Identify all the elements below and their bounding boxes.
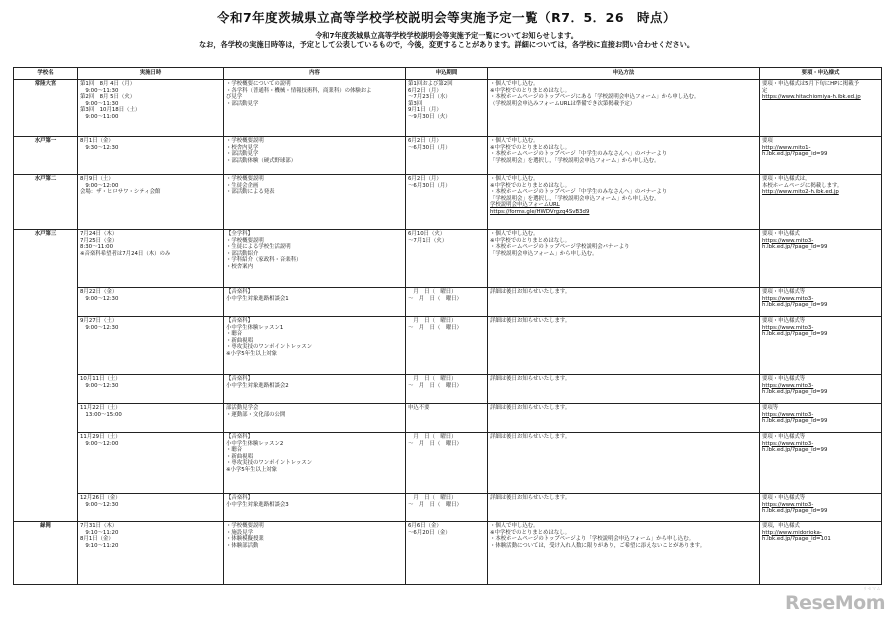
cell-line: ・学校概要についての説明 (226, 81, 291, 87)
cell-line: ・個人で申し込む。 (490, 231, 539, 237)
cell-line: ※小学5年生以上対象 (226, 466, 278, 473)
resemom-watermark (785, 586, 885, 614)
cell-line: 小中学生対象進路相談会1 (226, 295, 289, 302)
cell-line: ※中学校でのとりまとめはなし。 (490, 144, 570, 151)
cell-line[interactable]: https://www.mito3- (762, 440, 814, 447)
intro-line-2: なお，各学校の実施日時等は，予定として公表しているもので，今後，変更することがあります。詳細については，各学校に直接お問い合わせください。 (198, 40, 695, 49)
cell-line[interactable]: https://www.hitachiomiya-h.ibk.ed.jp (762, 94, 861, 101)
cell-line: h.ibk.ed.jp/?page_id=99 (762, 447, 828, 454)
cell-line: ※中学校でのとりまとめはなし。 (490, 182, 570, 189)
cell-line: 小中学生体験レッスン1 (226, 324, 284, 331)
cell-line[interactable]: https://www.mito3- (762, 237, 814, 244)
cell-line: 【音楽科】 (226, 434, 253, 440)
cell-line: ・新曲視唱 (226, 453, 253, 460)
cell-form (760, 404, 882, 433)
cell-method (488, 375, 760, 404)
cell-period (406, 230, 488, 288)
cell-line: び見学 (226, 94, 243, 101)
cell-line: 【音楽科】 (226, 289, 253, 295)
table-row (14, 404, 882, 433)
cell-content (224, 494, 406, 522)
cell-line: ※中学校でのとりまとめはなし。 (490, 237, 570, 244)
cell-line: ・部活動による発表 (226, 189, 275, 196)
cell-line[interactable]: https://www.mito3- (762, 324, 814, 331)
cell-line: h.ibk.ed.jp/?page_id=101 (762, 536, 831, 543)
cell-line: 第3回 10月18日（土） (80, 107, 141, 114)
cell-content (224, 230, 406, 288)
cell-line: ・部活動見学 (226, 100, 259, 107)
cell-line: ・校舎案内 (226, 263, 253, 270)
cell-line[interactable]: http://www.midorioka- (762, 529, 822, 536)
cell-line: 9:00～12:30 (80, 324, 119, 331)
cell-line: 12月26日（金） (80, 495, 121, 501)
cell-line: ・学校概要説明 (226, 523, 264, 529)
cell-line: 9:10～11:20 (80, 529, 119, 536)
cell-line: 要項，申込様式 (762, 523, 800, 529)
cell-line: ※小学5年生以上対象 (226, 350, 278, 357)
cell-line: ・各学科（普通科・機械・情報技術科，商業科）の体験およ (226, 87, 372, 94)
cell-line[interactable]: https://www.mito3- (762, 501, 814, 508)
cell-line: 詳細は後日お知らせいたします。 (490, 434, 571, 440)
cell-form (760, 175, 882, 230)
cell-line: 申込不要 (408, 405, 430, 411)
cell-line: 「学校説明会申込フォーム」から申し込む。 (490, 250, 598, 257)
cell-line: 9:10～11:20 (80, 542, 119, 549)
cell-line[interactable]: http://www.mito2-h.ibk.ed.jp (762, 189, 839, 196)
table-row (14, 288, 882, 317)
cell-content (224, 433, 406, 494)
cell-period (406, 80, 488, 137)
cell-line: ～ 月 日（ 曜日） (408, 501, 462, 508)
cell-form (760, 494, 882, 522)
cell-period (406, 522, 488, 585)
header-datetime: 実施日時 (78, 68, 224, 80)
cell-line: 9:00～12:30 (80, 501, 119, 508)
cell-line: 第3回 (408, 100, 423, 107)
cell-line: 月 日（ 曜日） (408, 495, 457, 501)
cell-line: 学校説明会申込フォームURL (490, 202, 560, 209)
cell-datetime (78, 404, 224, 433)
cell-line: 【音楽科】 (226, 495, 253, 501)
cell-method (488, 433, 760, 494)
cell-line: 9:00～11:30 (80, 87, 119, 94)
cell-line: 要項・申込様式 (762, 231, 800, 237)
cell-line[interactable]: https://forms.gle/HWDVrgzq4SvB3d9 (490, 208, 590, 215)
cell-line: 「学校説明会」を選択し，「学校説明会申込フォーム」から申し込む。 (490, 195, 660, 202)
cell-form (760, 288, 882, 317)
cell-line: 小中学生対象進路相談会2 (226, 382, 289, 389)
page-title: 令和7年度茨城県立高等学校学校説明会等実施予定一覧（R7．5．26 時点） (216, 10, 677, 25)
cell-line: h.ibk.ed.jp/?page_id=99 (762, 418, 828, 425)
cell-method (488, 522, 760, 585)
cell-line: 9:00～11:00 (80, 113, 119, 120)
cell-period (406, 288, 488, 317)
schedule-table (13, 67, 882, 585)
cell-line: ～9月30日（火） (408, 113, 451, 120)
school-name: 水戸第一 (14, 137, 78, 175)
intro-line-1: 令和7年度茨城県立高等学校学校説明会等実施予定一覧についてお知らせします。 (315, 31, 578, 40)
cell-content (224, 317, 406, 375)
cell-method (488, 80, 760, 137)
cell-line: 8:30～11:00 (80, 244, 114, 251)
cell-line: ・学校概要説明 (226, 237, 264, 244)
cell-form (760, 317, 882, 375)
cell-datetime (78, 317, 224, 375)
cell-line: ～ 月 日（ 曜日） (408, 295, 462, 302)
cell-method (488, 317, 760, 375)
cell-method (488, 404, 760, 433)
cell-datetime (78, 230, 224, 288)
cell-line: ※中学校でのとりまとめはなし。 (490, 529, 570, 536)
cell-line: ・個人で申し込む。 (490, 176, 539, 182)
cell-line: 9月1日（月） (408, 107, 442, 114)
cell-line: 詳細は後日お知らせいたします。 (490, 495, 571, 501)
header-period: 申込期間 (406, 68, 488, 80)
cell-line: ・個人で申し込む。 (490, 81, 539, 87)
school-name: 水戸第二 (14, 175, 78, 230)
cell-line: 詳細は後日お知らせいたします。 (490, 318, 571, 324)
header-school: 学校名 (14, 68, 78, 80)
cell-content (224, 80, 406, 137)
cell-period (406, 137, 488, 175)
cell-line: h.ibk.ed.jp/?page_id=99 (762, 331, 828, 338)
cell-line: ～ 月 日（ 曜日） (408, 382, 462, 389)
cell-line: ～ 月 日（ 曜日） (408, 324, 462, 331)
cell-line: 6月2日（月） (408, 138, 442, 144)
cell-line: 【全学科】 (226, 231, 253, 237)
cell-period (406, 494, 488, 522)
cell-line: h.ibk.ed.jp/?page_id=99 (762, 389, 828, 396)
cell-datetime (78, 175, 224, 230)
cell-datetime (78, 80, 224, 137)
cell-content (224, 175, 406, 230)
cell-line: ・本校ホームページのトップページ「中学生のみなさんへ」のバナーより (490, 151, 668, 158)
cell-content (224, 404, 406, 433)
header-form: 要項・申込様式 (760, 68, 882, 80)
cell-form (760, 375, 882, 404)
cell-line: ・本校ホームページのトップページより「学校説明会申込フォーム」から申し込む。 (490, 536, 694, 543)
cell-period (406, 375, 488, 404)
cell-content (224, 137, 406, 175)
school-name: 常陸大宮 (14, 80, 78, 137)
cell-line: 第1回 8月 4日（月） (80, 81, 136, 87)
cell-line: 6月2日（月） (408, 87, 442, 94)
cell-line: ・部活動紹介 (226, 250, 259, 257)
table-row (14, 375, 882, 404)
cell-line: 9:00～12:30 (80, 295, 119, 302)
cell-datetime (78, 522, 224, 585)
cell-line: 要項・申込様式等 (762, 376, 806, 382)
cell-line: 8月9日（土） (80, 176, 114, 182)
cell-method (488, 175, 760, 230)
cell-line: ・施設見学 (226, 529, 253, 536)
cell-line: 6月6日（金） (408, 523, 442, 529)
cell-line: h.ibk.ed.jp/?page_id=99 (762, 508, 828, 515)
cell-line: ・聴音 (226, 331, 243, 338)
cell-line: h.ibk.ed.jp/?page_id=99 (762, 244, 828, 251)
cell-content (224, 522, 406, 585)
cell-line: 月 日（ 曜日） (408, 318, 457, 324)
cell-method (488, 230, 760, 288)
cell-line: ～6月30日（月） (408, 182, 451, 189)
table-row (14, 433, 882, 494)
cell-line: ・専攻実技のワンポイントレッスン (226, 460, 313, 467)
cell-line: ・生徒による学校生活説明 (226, 244, 291, 251)
cell-line: 詳細は後日お知らせいたします。 (490, 405, 571, 411)
cell-period (406, 317, 488, 375)
cell-line: 9:30～12:30 (80, 144, 119, 151)
cell-line: ・運動部・文化部の公開 (226, 411, 286, 418)
cell-line: 要項等 (762, 405, 779, 411)
cell-line: 7月24日（木） (80, 231, 118, 237)
cell-line: 詳細は後日お知らせいたします。 (490, 376, 571, 382)
cell-line: ～7月23日（水） (408, 94, 451, 101)
cell-datetime (78, 433, 224, 494)
cell-line: ・生徒会企画 (226, 182, 259, 189)
cell-line: 6月10日（火） (408, 231, 446, 237)
cell-line: 8月22日（金） (80, 289, 118, 295)
cell-line: ・新曲視唱 (226, 337, 253, 344)
cell-line: 第2回 8月 5日（火） (80, 94, 136, 101)
cell-method (488, 288, 760, 317)
cell-line[interactable]: https://www.mito3- (762, 295, 814, 302)
cell-line: ～ 月 日（ 曜日） (408, 440, 462, 447)
cell-line: 会場：ザ・ヒロサワ・シティ会館 (80, 189, 161, 196)
cell-line: ・本校ホームページのトップページにある「学校説明会申込フォーム」から申し込む。 (490, 94, 700, 101)
cell-line: ※中学校でのとりまとめはなし。 (490, 87, 570, 94)
cell-line: 9:00～12:00 (80, 182, 119, 189)
watermark-text: ReseMom (785, 592, 885, 614)
cell-line: ～7月1日（火） (408, 237, 448, 244)
table-row (14, 137, 882, 175)
cell-line: 詳細は後日お知らせいたします。 (490, 289, 571, 295)
cell-line: 小中学生体験レッスン2 (226, 440, 284, 447)
cell-line: ～6月20日（金） (408, 529, 451, 536)
cell-method (488, 494, 760, 522)
cell-form (760, 80, 882, 137)
cell-line: 9月27日（土） (80, 318, 118, 324)
cell-line: ・体験模擬授業 (226, 536, 264, 543)
cell-datetime (78, 494, 224, 522)
cell-form (760, 230, 882, 288)
cell-line: h.ibk.ed.jp/?page_id=99 (762, 302, 828, 309)
cell-content (224, 288, 406, 317)
cell-line: ・学科紹介（家政科・音楽科） (226, 257, 302, 264)
intro-text (0, 31, 893, 49)
cell-line: 要項・申込様式は5月下旬にHPに掲載予 (762, 81, 859, 87)
cell-line: 11月22日（土） (80, 405, 121, 411)
cell-line: 7月31日（木） (80, 523, 118, 529)
cell-line[interactable]: https://www.mito3- (762, 411, 814, 418)
cell-line: 7月25日（金） (80, 237, 118, 244)
cell-line: 部活動見学会 (226, 405, 259, 411)
header-method: 申込方法 (488, 68, 760, 80)
cell-line: （学校説明会申込みフォームURLは準備でき次第掲載予定） (490, 100, 636, 107)
cell-line: 「学校説明会」を選択し，「学校説明会申込フォーム」から申し込む。 (490, 157, 660, 164)
cell-line[interactable]: https://www.mito3- (762, 382, 814, 389)
cell-form (760, 522, 882, 585)
cell-line: ・個人で申し込む。 (490, 523, 539, 529)
cell-line: ※音楽科希望者は7月24日（木）のみ (80, 250, 171, 257)
cell-line: ・体験活動については，受け入れ人数に限りがあり，ご希望に添えないことがあります。 (490, 542, 706, 549)
cell-line: 第1回および第2回 (408, 81, 453, 87)
table-row (14, 80, 882, 137)
cell-period (406, 433, 488, 494)
cell-line: ・部活動体験（硬式野球部） (226, 157, 297, 164)
cell-line: ・学校概要説明 (226, 176, 264, 182)
cell-line: 6月2日（月） (408, 176, 442, 182)
cell-form (760, 433, 882, 494)
cell-datetime (78, 137, 224, 175)
cell-line: 要項 (762, 138, 773, 144)
cell-line: 本校ホームページに掲載します。 (762, 182, 843, 189)
cell-line: ・専攻実技のワンポイントレッスン (226, 344, 313, 351)
school-name: 水戸第三 (14, 230, 78, 522)
cell-content (224, 375, 406, 404)
cell-line: ～6月30日（月） (408, 144, 451, 151)
cell-line: 月 日（ 曜日） (408, 289, 457, 295)
cell-line: 13:00～15:00 (80, 411, 122, 418)
cell-line: 【音楽科】 (226, 318, 253, 324)
watermark-ruby: リセマム (863, 586, 881, 591)
table-row (14, 317, 882, 375)
cell-line: ・個人で申し込む。 (490, 138, 539, 144)
cell-line: 要項・申込様式等 (762, 434, 806, 440)
cell-line: ・本校ホームページのトップページ「中学生のみなさんへ」のバナーより (490, 189, 668, 196)
cell-datetime (78, 288, 224, 317)
cell-datetime (78, 375, 224, 404)
table-row (14, 494, 882, 522)
cell-period (406, 404, 488, 433)
cell-line: 定 (762, 87, 768, 94)
cell-line: 9:00～12:30 (80, 382, 119, 389)
cell-line: h.ibk.ed.jp/?page_id=99 (762, 151, 828, 158)
cell-line: 小中学生対象進路相談会3 (226, 501, 289, 508)
table-row (14, 175, 882, 230)
cell-period (406, 175, 488, 230)
cell-method (488, 137, 760, 175)
cell-line: ・聴音 (226, 447, 243, 454)
cell-line: ・学校概要説明 (226, 138, 264, 144)
cell-line: ・部活動見学 (226, 151, 259, 158)
cell-form (760, 137, 882, 175)
cell-line: ・本校ホームページのトップページ学校説明会バナーより (490, 244, 630, 251)
school-name: 緑岡 (14, 522, 78, 585)
cell-line: 11月29日（土） (80, 434, 121, 440)
cell-line: ・校舎内見学 (226, 144, 259, 151)
cell-line: ・体験部活動 (226, 542, 259, 549)
cell-line: 10月11日（土） (80, 376, 121, 382)
cell-line: 要項・申込様式等 (762, 495, 806, 501)
cell-line: 8月1日（金） (80, 536, 114, 543)
cell-line: 要項・申込様式等 (762, 318, 806, 324)
cell-line: 9:00～12:00 (80, 440, 119, 447)
cell-line: 9:00～11:30 (80, 100, 119, 107)
cell-line: 月 日（ 曜日） (408, 434, 457, 440)
cell-line: 8月1日（金） (80, 138, 114, 144)
cell-line[interactable]: http://www.mito1- (762, 144, 811, 151)
cell-line: 【音楽科】 (226, 376, 253, 382)
cell-line: 月 日（ 曜日） (408, 376, 457, 382)
table-row (14, 522, 882, 585)
header-content: 内容 (224, 68, 406, 80)
table-row (14, 230, 882, 288)
cell-line: 要項・申込様式は， (762, 176, 811, 182)
cell-line: 要項・申込様式等 (762, 289, 806, 295)
table-header-row (14, 68, 882, 80)
